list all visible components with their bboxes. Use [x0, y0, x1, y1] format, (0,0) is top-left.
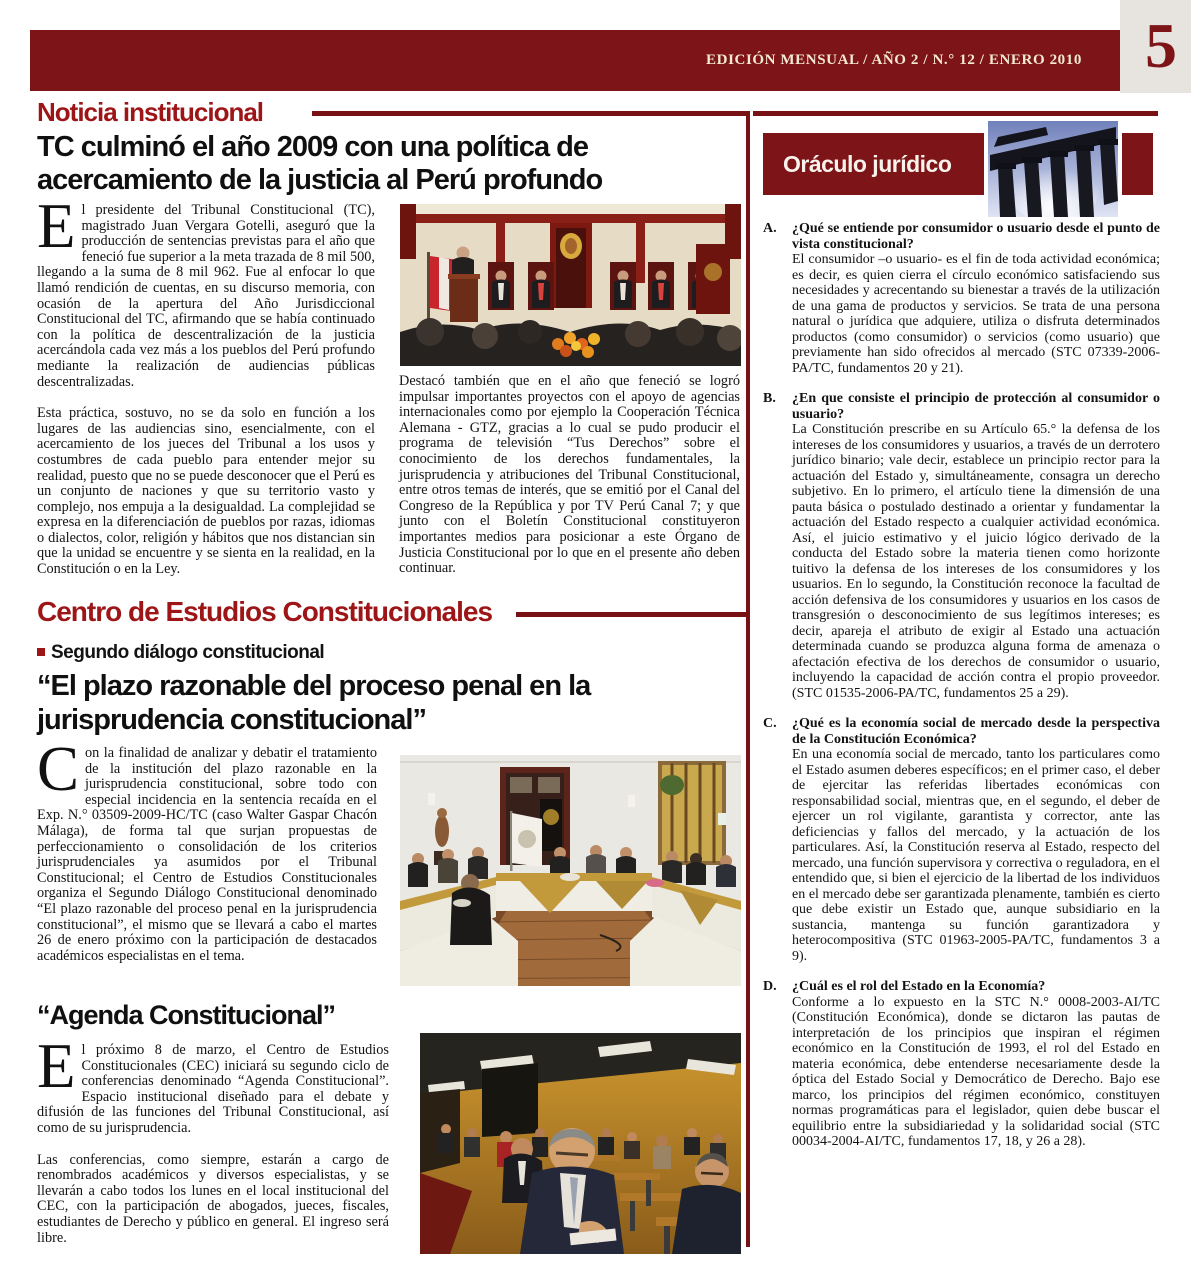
- qa-answer: El consumidor –o usuario- es el fin de toda actividad económica; es decir, es quien cierra el círculo económico satisfaciendo sus necesidades y acrecentando su bienestar a través de la utilización de una gama de productos y servicios. Se trata de una persona natural o jurídica que adquiere, utiliza o disfruta determinados productos (como consumidor) o servicios (como usuario) que previamente han sido ofrecidos al mercado (STC 07339-2006-PA/TC, fundamentos 20 y 21).: [792, 252, 1160, 376]
- section-title-agenda: “Agenda Constitucional”: [37, 1000, 336, 1030]
- cec-column-left: [37, 734, 377, 980]
- masthead-bar: [30, 30, 1120, 91]
- agenda-paragraph-2: Las conferencias, como siempre, estarán a cargo de renombrados académicos y diversos especialistas, y se llevarán a cabo todos los lunes en el local institucional del CEC, con la participación de abogados, jueces, fiscales, estudiantes de Derecho y público en general. El ingreso será libre.: [37, 1151, 389, 1246]
- qa-question: ¿En que consiste el principio de protección al consumidor o usuario?: [792, 391, 1160, 422]
- ceremony-photo: [400, 204, 741, 366]
- qa-question: ¿Cuál es el rol del Estado en la Economía?: [792, 979, 1046, 994]
- qa-label: C.: [763, 716, 777, 731]
- qa-answer: La Constitución prescribe en su Artículo 65.° la defensa de los intereses de los consumidores y usuarios, a través de un derrotero jurídico binario; vale decir, establece un principio rector para la actuación del Estado y, simultáneamente, consagra un derecho subjetivo. En lo primero, el artículo tiene la dimensión de una pauta básica o postulado destinado a orientar y fundamentar la actuación del Estado respecto a cualquier actividad económica. Así, el juicio estimativo y el juicio lógico derivado de la conducta del Estado sobre la materia tienen como horizonte tuitivo la defensa de los intereses de los consumidores y los usuarios. En lo segundo, la Constitución reconoce la facultad de acción defensiva de los consumidores y usuarios en los casos de transgresión o desconocimiento de sus legítimos intereses; es decir, apareja el atributo de exigir al Estado una actuación determinada cuando se produzca alguna forma de amenaza o afectación efectiva de los derechos de consumidor o usuario, incluyendo la capacidad de acción contra el propio proveedor. (STC 01535-2006-PA/TC, fundamentos 25 a 29).: [792, 422, 1160, 701]
- headline-plazo: “El plazo razonable del proceso penal en la jurisprudencia constitucional”: [37, 670, 591, 736]
- qa-answer: Conforme a lo expuesto en la STC N.° 0008-2003-AI/TC (Constitución Económica), donde se dictaron las pautas de interpretación de los principios que inspiran el régimen económico en la Constitución de 1993, el rol del Estado en materia económica, debe entenderse necesariamente desde la óptica del Estado Social y Democrático de Derecho. Bajo ese marco, los principios del régimen económico, constituyen normas programáticas para el legislador, quien debe buscar el equilibrio entre la subsidiariedad y la solidaridad social (STC 00034-2004-AI/TC, fundamentos 17, 18, y 26 a 28).: [792, 994, 1160, 1149]
- headline-tc: TC culminó el año 2009 con una política de acercamiento de la justicia al Perú profundo: [37, 131, 603, 196]
- noticia-paragraph-2: Esta práctica, sostuvo, no se da solo en función a los lugares de las audiencias sino, esencialmente, con el acercamiento de los jueces del Tribunal a los usos y costumbres de cada pueblo para entender mejor su realidad, puesto que no se puede desconocer que el Perú es un conjunto de naciones y que su territorio vasto y complejo, nos empuja a la desigualdad. La complejidad se expresa en la diferenciación de pueblos por razas, idiomas o dialectos, color, religión y hábitos que nos distancian sin que la unidad se encuentre y se sienta en la realidad, en la Constitución o en la Ley.: [37, 405, 375, 578]
- page-number: 5: [1145, 10, 1177, 81]
- cec-paragraph-1: Con la finalidad de analizar y debatir el tratamiento de la institución del plazo razonable en la jurisprudencia constitucional, sobre todo con especial incidencia en la sentencia recaída en el Exp. N.° 03509-2009-HC/TC (caso Walter Gaspar Chacón Málaga), de forma tal que surjan propuestas de perfeccionamiento o consolidación de los criterios jurisprudenciales ya asumidos por el Tribunal Constitucional; el Centro de Estudios Constitucionales organiza el Segundo Diálogo Constitucional denominado “El plazo razonable del proceso penal en la jurisprudencia constitucional”, el mismo que se llevará a cabo el martes 26 de enero próximo con la participación de destacados académicos especialistas en el tema.: [37, 734, 377, 964]
- noticia-paragraph-1: El presidente del Tribunal Constitucional (TC), magistrado Juan Vergara Gotelli, aseguró que la producción de sentencias previstas para el año que feneció fue superior a la meta trazada de 8 mil 500, llegando a la suma de 8 mil 962. Fue al enfocar lo que llamó rendición de cuentas, en su discurso memoria, con ocasión de la apertura del Año Jurisdiccional Constitucional del TC, afirmando que se había continuado con la política de descentralización de la justicia acercándola cada vez más a los pueblos del Perú profundo mediante la realización de audiencias públicas descentralizadas.: [37, 191, 375, 390]
- qa-item-b: [763, 391, 1160, 701]
- qa-item-d: [763, 979, 1160, 1150]
- qa-question: ¿Qué es la economía social de mercado desde la perspectiva de la Constitución Económica?: [792, 716, 1160, 747]
- section-rule-left: [312, 111, 746, 116]
- qa-answer: En una economía social de mercado, tanto los particulares como el Estado asumen deberes específicos; en el primer caso, el deber de ejercitar las referidas libertades económicas con responsabilidad social, mientras que, en el segundo, el deber de ejercer un rol vigilante, garantista y corrector, ante las deficiencias y fallos del mercado, y la actuación de los particulares. Así, la Constitución reserva al Estado, respecto del mercado, una función supervisora y correctiva o reguladora, en el entendido que, si bien el ejercicio de la libertad de los individuos en el mercado debe ser garantizada plenamente, también es cierto que debe existir un Estado que, aunque subsidiario en la sustancia, mantenga su función garantizadora y heterocompositiva (STC 01963-2005-PA/TC, fundamentos 3 a 9).: [792, 747, 1160, 964]
- noticia-column-left: [37, 191, 375, 594]
- oraculo-qa-list: [763, 221, 1160, 1165]
- qa-item-c: [763, 716, 1160, 964]
- audience-photo: [420, 1033, 741, 1254]
- oraculo-title-box: [763, 133, 984, 195]
- oraculo-accent-block: [1122, 133, 1153, 195]
- qa-label: D.: [763, 979, 777, 994]
- qa-question: ¿Qué se entiende por consumidor o usuario desde el punto de vista constitucional?: [792, 221, 1160, 252]
- dropcap-e: E: [37, 191, 76, 261]
- meeting-photo: [400, 755, 741, 986]
- agenda-column: [37, 1031, 389, 1262]
- oraculo-title: Oráculo jurídico: [783, 151, 952, 177]
- section-title-noticia: Noticia institucional: [37, 97, 264, 127]
- cec-subhead: Segundo diálogo constitucional: [37, 642, 324, 664]
- agenda-paragraph-1: El próximo 8 de marzo, el Centro de Estudios Constitucionales (CEC) iniciará su segundo ciclo de conferencias denominado “Agenda Constitucional”. Espacio institucional diseñado para el debate y difusión de las funciones del Tribunal Constitucional, así como de su jurisprudencia.: [37, 1031, 389, 1136]
- section-rule-cec: [516, 612, 746, 617]
- section-title-cec: Centro de Estudios Constitucionales: [37, 596, 493, 627]
- red-square-bullet-icon: [37, 648, 45, 656]
- dropcap-c: C: [37, 734, 80, 804]
- qa-label: B.: [763, 391, 776, 406]
- temple-columns-photo: [988, 121, 1118, 217]
- noticia-paragraph-3: Destacó también que en el año que feneció se logró impulsar importantes proyectos con el apoyo de agencias internacionales como por ejemplo la Cooperación Técnica Alemana - GTZ, gracias a lo cual se pudo producir el programa de televisión “Tus Derechos” sobre el conocimiento de los derechos fundamentales, la jurisprudencia y atribuciones del Tribunal Constitucional, entre otros temas de interés, que se emitió por el Canal del Congreso de la República y por TV Perú Canal 7; y que junto con el Boletín Constitucional constituyeron importantes medios para posicionar a este Órgano de Justicia Constitucional por lo que en el presente año deben continuar.: [399, 373, 740, 577]
- qa-label: A.: [763, 221, 777, 236]
- qa-item-a: [763, 221, 1160, 376]
- section-rule-right: [753, 111, 1158, 116]
- dropcap-e2: E: [37, 1031, 76, 1101]
- edition-line: EDICIÓN MENSUAL / AÑO 2 / N.° 12 / ENERO 2010: [706, 52, 1082, 68]
- page-number-panel: [1120, 0, 1191, 93]
- noticia-column-right: [399, 374, 740, 593]
